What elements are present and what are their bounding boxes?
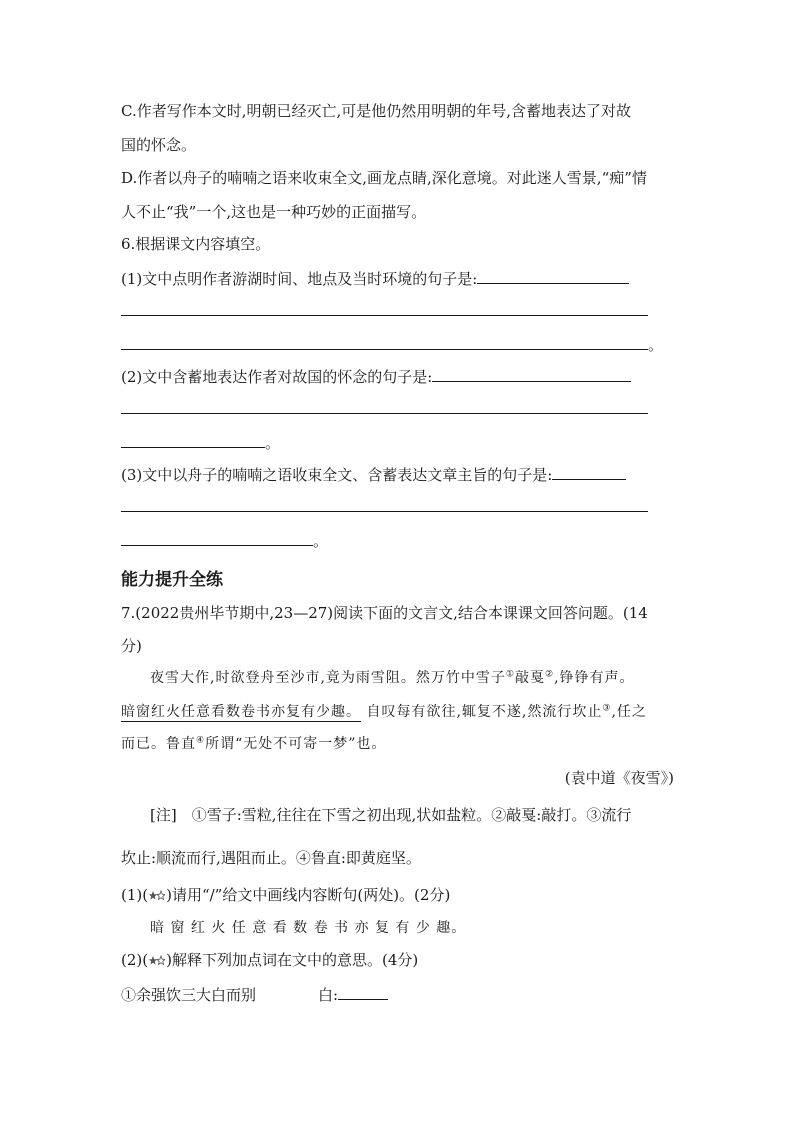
footnote-marker: ② [544,669,555,680]
question-6-item-3 [121,464,626,485]
sub-question-text: )请用“/”给文中画线内容断句(两处)。(2分) [166,886,451,904]
section-heading: 能力提升全练 [121,570,223,590]
option-d-line-1: D.作者以舟子的喃喃之语来收束全文,画龙点睛,深化意境。对此迷人雪景,“痴”情 [121,169,647,187]
passage-text: 所谓“无处不可寄一梦”也。 [205,736,387,752]
passage-text: ,任之 [611,704,647,720]
note-line-1: [注] ①雪子:雪粒,往往在下雪之初出现,状如盐粒。②敲戛:敲打。③流行 [150,806,632,824]
sub-question-number: (2)( [121,951,149,969]
passage-line-3 [121,734,386,754]
question-6-item-1 [121,268,629,289]
question-6-item-2-text: (2)文中含蓄地表达作者对故国的怀念的句子是: [121,368,433,386]
item-word: 白: [318,986,339,1004]
option-c-line-1: C.作者写作本文时,明朝已经灭亡,可是他仍然用明朝的年号,含蓄地表达了对故 [121,102,632,120]
answer-line[interactable] [121,511,648,512]
footnote-marker: ④ [196,735,206,746]
footnote-marker: ① [505,669,515,680]
answer-line[interactable] [121,413,648,414]
answer-blank[interactable] [121,432,265,448]
answer-line[interactable] [121,315,648,316]
answer-blank[interactable] [121,530,313,546]
passage-source: (袁中道《夜雪》) [564,769,674,787]
question-6-item-2-end [121,432,280,453]
question-6-title: 6.根据课文内容填空。 [121,235,271,253]
question-6-item-3-text: (3)文中以舟子的喃喃之语收束全文、含蓄表达文章主旨的句子是: [121,466,553,484]
passage-text: 而已。鲁直 [121,736,196,752]
sub-question-2-item-1 [121,984,388,1005]
footnote-marker: ③ [602,703,612,714]
period: 。 [313,532,329,550]
answer-blank[interactable] [121,334,648,350]
question-7-intro-line-2: 分) [121,637,142,655]
passage-text: 敲戛 [514,670,545,686]
answer-blank[interactable] [338,984,388,1000]
passage-text: 夜雪大作,时欲登舟至沙市,竟为雨雪阻。然万竹中雪子 [150,670,506,686]
sub-question-number: (1)( [121,886,149,904]
item-text: ①余强饮三大白而别 [121,986,257,1004]
answer-blank[interactable] [432,366,631,382]
note-line-2: 坎止:顺流而行,遇阻而止。④鲁直:即黄庭坚。 [121,849,421,867]
question-6-item-3-end [121,530,328,551]
sub-question-2 [121,950,418,970]
sub-question-text: )解释下列加点词在文中的意思。(4分) [166,951,419,969]
passage-text: 自叹每有欲往,辄复不遂,然流行坎止 [366,704,603,720]
option-d-line-2: 人不止“我”一个,这也是一种巧妙的正面描写。 [121,203,427,221]
question-7-intro-line-1: 7.(2022贵州毕节期中,23—27)阅读下面的文言文,结合本课课文回答问题。(14 [121,604,648,622]
passage-line-2 [121,702,647,722]
answer-blank[interactable] [477,268,629,284]
difficulty-stars-icon [149,955,165,967]
underlined-sentence: 暗窗红火任意看数卷书亦复有少趣。 [121,704,361,720]
question-6-item-1-end [121,334,663,355]
sub-question-1-sentence: 暗 窗 红 火 任 意 看 数 卷 书 亦 复 有 少 趣。 [150,920,467,936]
passage-text: ,铮铮有声。 [554,670,635,686]
answer-blank[interactable] [552,464,626,480]
difficulty-stars-icon [149,890,165,902]
period: 。 [648,336,664,354]
passage-line-1 [150,668,635,688]
period: 。 [265,434,281,452]
question-6-item-2 [121,366,631,387]
question-6-item-1-text: (1)文中点明作者游湖时间、地点及当时环境的句子是: [121,270,478,288]
option-c-line-2: 国的怀念。 [121,136,197,154]
sub-question-1 [121,885,450,905]
